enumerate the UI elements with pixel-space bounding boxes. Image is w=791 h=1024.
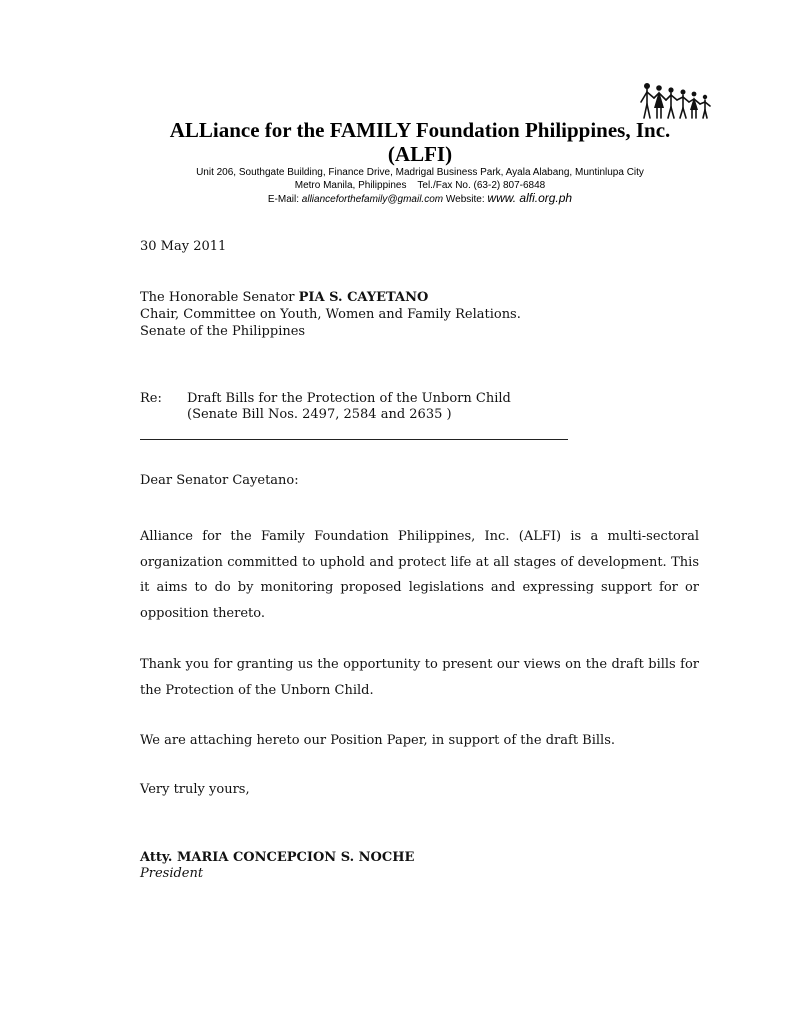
website-link[interactable]: www. alfi.org.ph <box>487 191 573 205</box>
closing: Very truly yours, <box>140 782 250 797</box>
subject-divider <box>140 439 568 440</box>
email-address[interactable]: allianceforthefamily@gmail.com <box>301 194 444 205</box>
organization-name: ALLiance for the FAMILY Foundation Philippines, Inc. <box>169 118 671 142</box>
re-label: Re: <box>140 391 162 406</box>
website-label: Website: <box>445 194 485 205</box>
signatory-position: President <box>140 866 204 881</box>
address-line-1: Unit 206, Southgate Building, Finance Drive, Madrigal Business Park, Ayala Alabang, Muntinlupa City <box>196 167 644 178</box>
body-paragraph-1: Alliance for the Family Foundation Philippines, Inc. (ALFI) is a multi-sectoral organization committed to uphold and protect life at all stages of development. This it aims to do by monitoring proposed legislations and expressing support for or opposition thereto. <box>140 529 699 621</box>
recipient-line <box>140 289 428 306</box>
re-subject-line-2: (Senate Bill Nos. 2497, 2584 and 2635 ) <box>187 407 452 422</box>
recipient-title: Chair, Committee on Youth, Women and Family Relations. <box>140 307 521 322</box>
signatory-name <box>140 849 414 866</box>
organization-acronym: (ALFI) <box>387 142 453 166</box>
contact-line <box>60 192 780 206</box>
re-subject-line-1: Draft Bills for the Protection of the Unborn Child <box>187 391 511 406</box>
recipient-name: PIA S. CAYETANO <box>298 290 429 305</box>
family-figures-icon <box>637 80 717 120</box>
body-paragraph-2: Thank you for granting us the opportunity to present our views on the draft bills for the Protection of the Unborn Child. <box>140 657 699 698</box>
letter-date: 30 May 2011 <box>140 239 227 254</box>
signatory-name-text: Atty. MARIA CONCEPCION S. NOCHE <box>140 850 415 865</box>
body-paragraph-3: We are attaching hereto our Position Paper, in support of the draft Bills. <box>140 733 616 748</box>
address-line-2: Metro Manila, Philippines Tel./Fax No. (63-2) 807-6848 <box>294 180 546 191</box>
recipient-organization: Senate of the Philippines <box>140 324 306 339</box>
recipient-prefix: The Honorable Senator <box>140 290 295 305</box>
email-label: E-Mail: <box>267 194 299 205</box>
greeting: Dear Senator Cayetano: <box>140 473 299 488</box>
